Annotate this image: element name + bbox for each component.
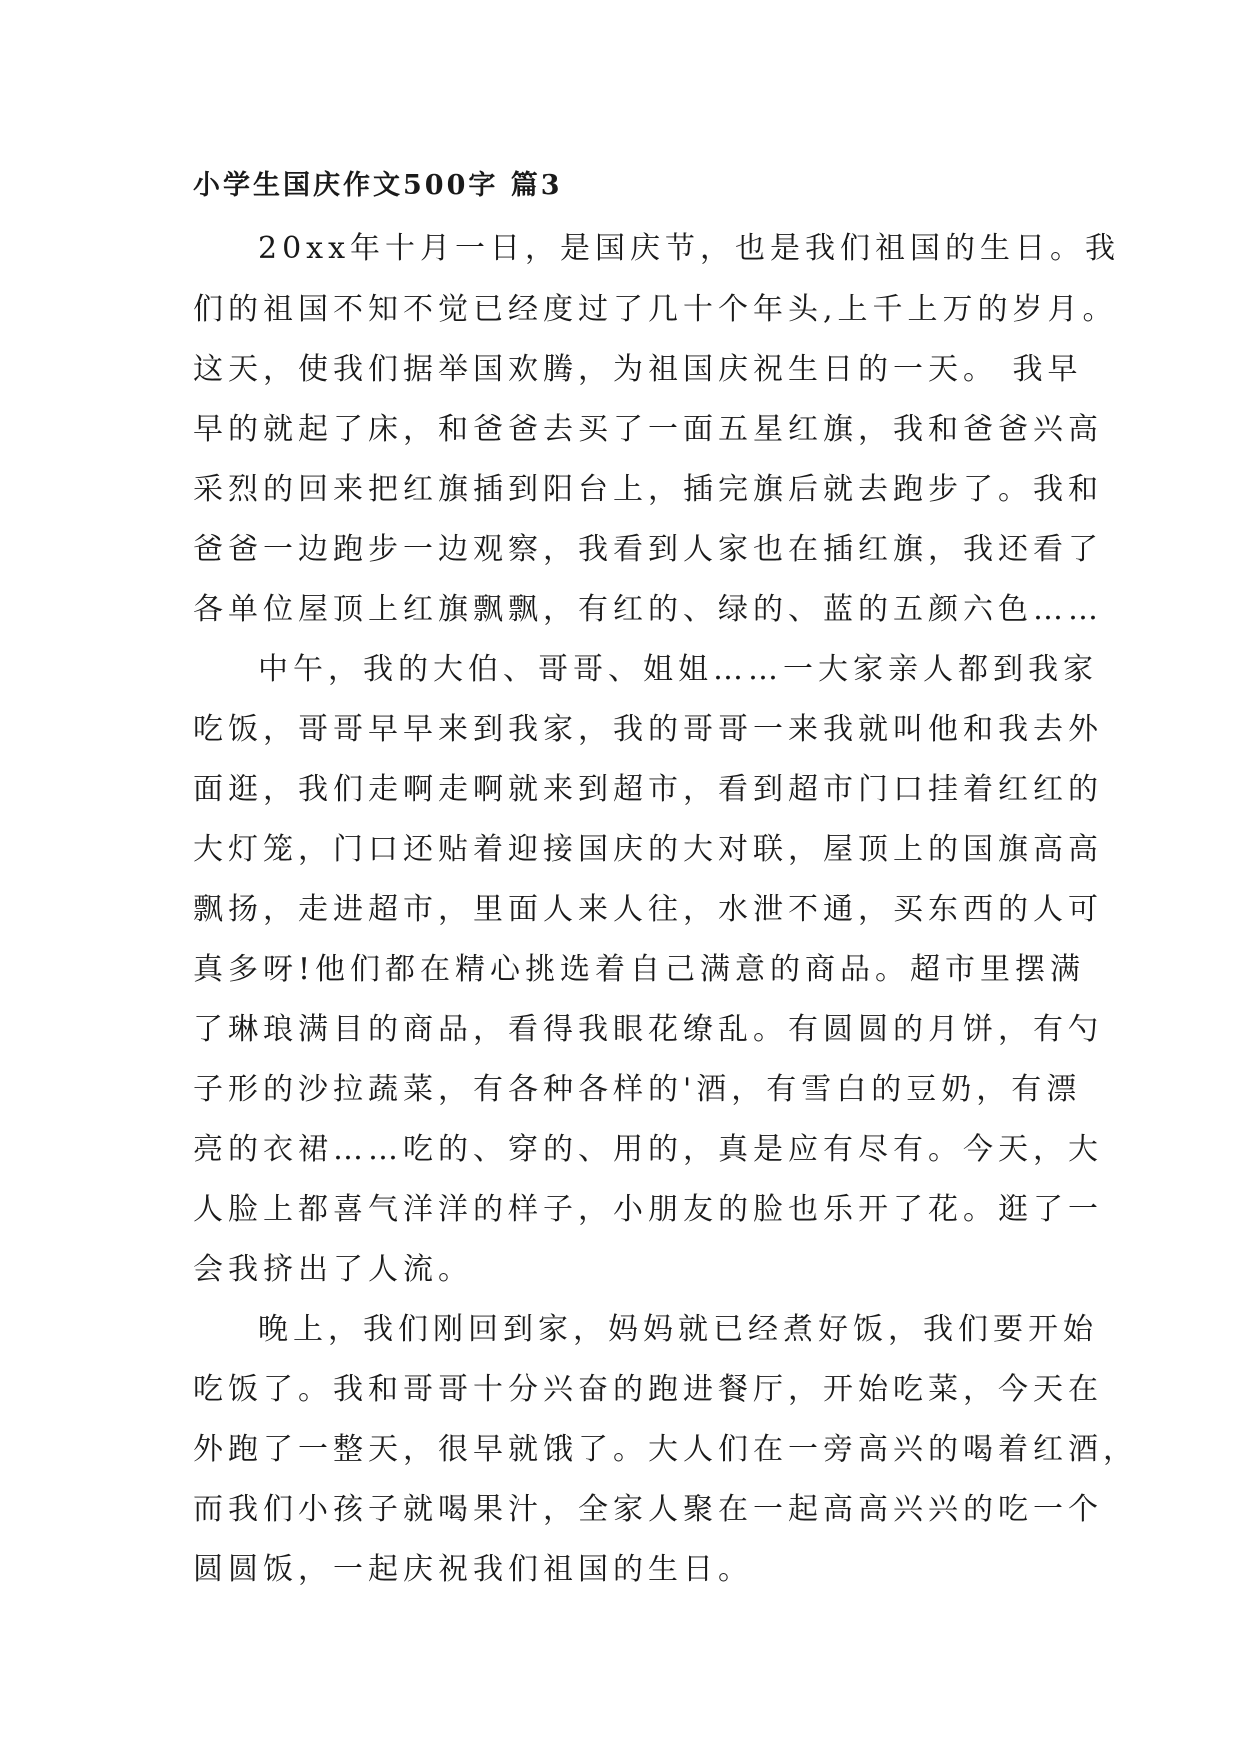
paragraph-3-line-2: 吃饭了。我和哥哥十分兴奋的跑进餐厅，开始吃菜，今天在 [193, 1372, 1103, 1407]
paragraph-3-line-3: 外跑了一整天，很早就饿了。大人们在一旁高兴的喝着红酒， [193, 1432, 1138, 1467]
paragraph-1-line-7: 各单位屋顶上红旗飘飘，有红的、绿的、蓝的五颜六色…… [193, 592, 1103, 627]
document-title: 小学生国庆作文500字 篇3 [193, 170, 563, 201]
paragraph-2-line-11: 会我挤出了人流。 [193, 1252, 473, 1287]
paragraph-2-line-8: 子形的沙拉蔬菜，有各种各样的'酒，有雪白的豆奶，有漂 [193, 1072, 1082, 1107]
paragraph-3-line-5: 圆圆饭，一起庆祝我们祖国的生日。 [193, 1552, 753, 1587]
paragraph-2-line-9: 亮的衣裙……吃的、穿的、用的，真是应有尽有。今天，大 [193, 1132, 1103, 1167]
paragraph-2-line-1: 中午，我的大伯、哥哥、姐姐……一大家亲人都到我家 [258, 652, 1098, 687]
paragraph-3-line-4: 而我们小孩子就喝果汁，全家人聚在一起高高兴兴的吃一个 [193, 1492, 1103, 1527]
paragraph-1-line-4: 早的就起了床，和爸爸去买了一面五星红旗，我和爸爸兴高 [193, 412, 1103, 447]
paragraph-1-line-6: 爸爸一边跑步一边观察，我看到人家也在插红旗，我还看了 [193, 532, 1103, 567]
paragraph-2-line-6: 真多呀!他们都在精心挑选着自己满意的商品。超市里摆满 [193, 952, 1086, 987]
paragraph-3-line-1: 晚上，我们刚回到家，妈妈就已经煮好饭，我们要开始 [258, 1312, 1098, 1347]
paragraph-1-line-2: 们的祖国不知不觉已经度过了几十个年头,上千上万的岁月。 [193, 292, 1118, 327]
paragraph-1-line-1: 20xx年十月一日，是国庆节，也是我们祖国的生日。我 [258, 231, 1121, 266]
paragraph-2-line-2: 吃饭，哥哥早早来到我家，我的哥哥一来我就叫他和我去外 [193, 712, 1103, 747]
paragraph-2-line-10: 人脸上都喜气洋洋的样子，小朋友的脸也乐开了花。逛了一 [193, 1192, 1103, 1227]
paragraph-2-line-5: 飘扬，走进超市，里面人来人往，水泄不通，买东西的人可 [193, 892, 1103, 927]
paragraph-1-line-3: 这天，使我们据举国欢腾，为祖国庆祝生日的一天。 我早 [193, 352, 1083, 387]
paragraph-2-line-4: 大灯笼，门口还贴着迎接国庆的大对联，屋顶上的国旗高高 [193, 832, 1103, 867]
paragraph-2-line-3: 面逛，我们走啊走啊就来到超市，看到超市门口挂着红红的 [193, 772, 1103, 807]
paragraph-1-line-5: 采烈的回来把红旗插到阳台上，插完旗后就去跑步了。我和 [193, 472, 1103, 507]
paragraph-2-line-7: 了琳琅满目的商品，看得我眼花缭乱。有圆圆的月饼，有勺 [193, 1012, 1103, 1047]
